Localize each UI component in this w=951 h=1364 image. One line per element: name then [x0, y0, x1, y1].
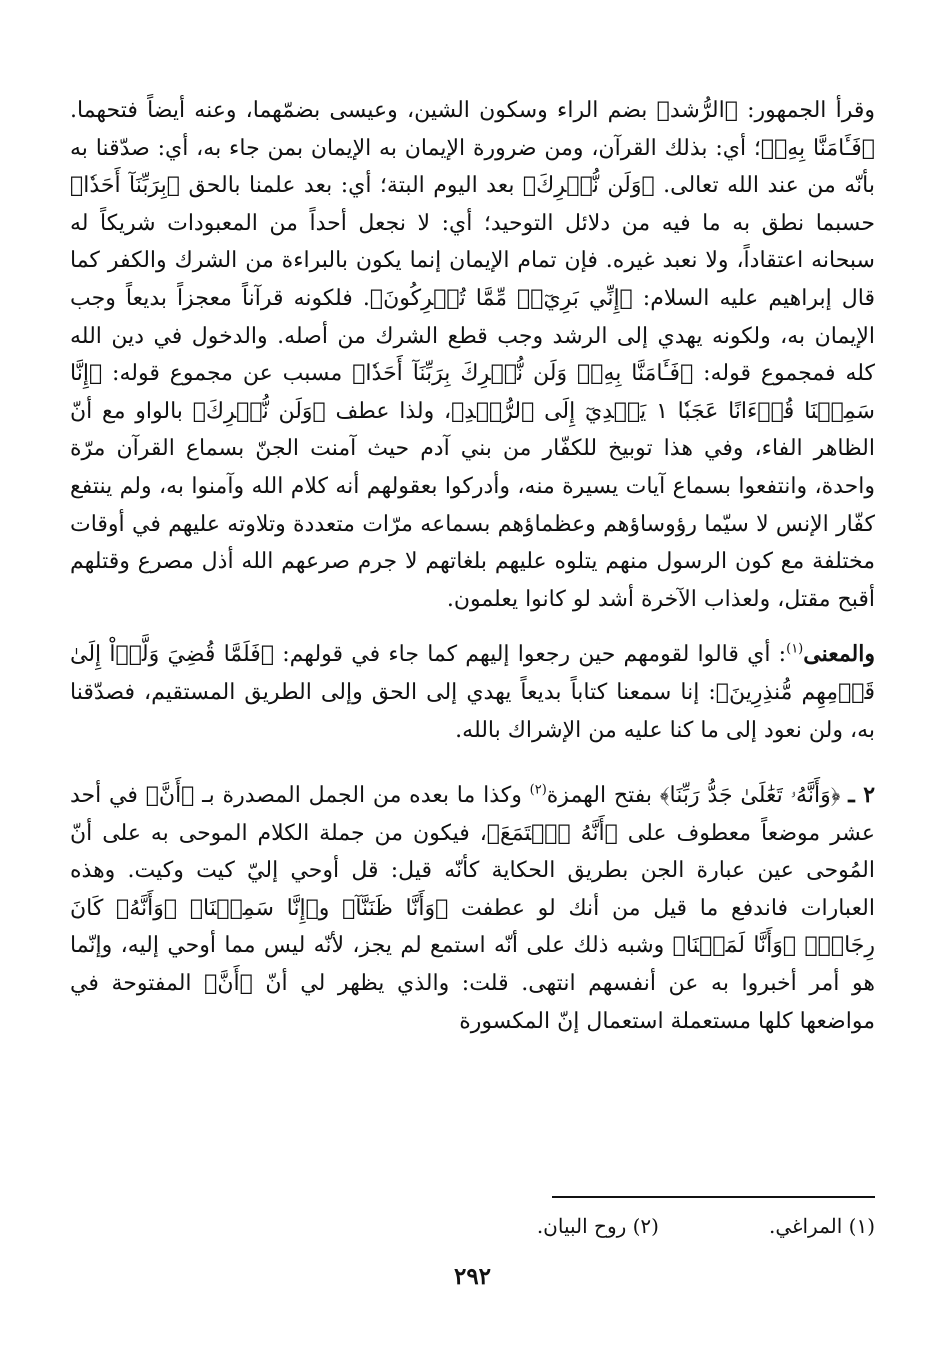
footnote-1: (١) المراغي.	[768, 1214, 875, 1238]
paragraph-2-lead: والمعنى	[803, 641, 875, 668]
paragraph-2	[70, 636, 875, 749]
footnote-divider	[552, 1196, 875, 1198]
footnote-ref-2: (٢)	[529, 782, 547, 798]
item-number-2: ٢ ـ	[848, 782, 876, 809]
paragraph-1: وقرأ الجمهور: ﴿الرُّشد﴾ بضم الراء وسكون الشين، وعيسى بضمّهما، وعنه أيضاً فتحهما. ﴿فَـَٔامَنَّا بِهِۦ﴾؛ أي: بذلك القرآن، ومن ضرورة الإيمان به الإيمان بمن جاء به، أي: صدّقنا به بأنّه من عند الله تعالى. ﴿وَلَن نُّشۡرِكَ﴾ بعد اليوم البتة؛ أي: بعد علمنا بالحق ﴿بِرَبِّنَآ أَحَدٗا﴾ حسبما نطق به ما فيه من دلائل التوحيد؛ أي: لا نجعل أحداً من المعبودات شريكاً له سبحانه اعتقاداً، ولا نعبد غيره. فإن تمام الإيمان إنما يكون بالبراءة من الشرك والكفر كما قال إبراهيم عليه السلام: ﴿إِنِّي بَرِيٓءٞ مِّمَّا تُشۡرِكُونَ﴾. فلكونه قرآناً معجزاً بديعاً وجب الإيمان به، ولكونه يهدي إلى الرشد وجب قطع الشرك من أصله. والدخول في دين الله كله فمجموع قوله: ﴿فَـَٔامَنَّا بِهِۦۖ وَلَن نُّشۡرِكَ بِرَبِّنَآ أَحَدٗا﴾ مسبب عن مجموع قوله: ﴿إِنَّا سَمِعۡنَا قُرۡءَانًا عَجَبٗا ١ يَهۡدِيٓ إِلَى ٱلرُّشۡدِ﴾، ولذا عطف ﴿وَلَن نُّشۡرِكَ﴾ بالواو مع أنّ الظاهر الفاء، وفي هذا توبيخ للكفّار من بني آدم حيث آمنت الجنّ بسماع القرآن مرّة واحدة، وانتفعوا بسماع آيات يسيرة منه، وأدركوا بعقولهم أنه كلام الله وآمنوا به، ولم ينتفع كفّار الإنس لا سيّما رؤوساؤهم وعظماؤهم بسماعه مرّات متعددة وتلاوته عليهم في أوقات مختلفة مع كون الرسول منهم يتلوه عليهم بلغاتهم لا جرم صرعهم الله أذل مصرع وقتلهم أقبح مقتل، ولعذاب الآخرة أشد لو كانوا يعلمون.	[70, 98, 875, 612]
footnote-2: (٢) روح البيان.	[536, 1214, 659, 1238]
paragraph-3-text-b: وكذا ما بعده من الجمل المصدرة بـ ﴿أَنَّ﴾ في أحد عشر موضعاً معطوف على ﴿أَنَّهُ ٱسۡتَمَعَ﴾، فيكون من جملة الكلام الموحى به على أنّ المُوحى عين عبارة الجن بطريق الحكاية كأنّه قيل: قل أوحي إليّ كيت وكيت. وهذه العبارات فاندفع ما قيل من أنك لو عطفت ﴿وَأَنَّا ظَنَنَّآ﴾ و﴿إِنَّا سَمِعۡنَا﴾ ﴿وَأَنَّهُۥ كَانَ رِجَالٞ﴾ ﴿وَأَنَّا لَمَسۡنَا﴾ وشبه ذلك على أنّه استمع لم يجز، لأنّه ليس مما أوحي إليه، وإنّما هو أمر أخبروا به عن أنفسهم انتهى. قلت: والذي يظهر لي أنّ ﴿أَنَّ﴾ المفتوحة في مواضعها كلها مستعملة استعمال إنّ المكسورة	[70, 783, 875, 1034]
paragraph-2-text: : أي قالوا لقومهم حين رجعوا إليهم كما جاء في قولهم: ﴿فَلَمَّا قُضِيَ وَلَّوۡاْ إِلَىٰ قَوۡمِهِم مُّنذِرِينَ﴾: إنا سمعنا كتاباً بديعاً يهدي إلى الحق وإلى الطريق المستقيم، فصدّقنا به، ولن نعود إلى ما كنا عليه من الإشراك بالله.	[70, 642, 875, 743]
page-body	[70, 92, 875, 1364]
paragraph-3-text-a: ﴿وَأَنَّهُۥ تَعَٰلَىٰ جَدُّ رَبِّنَا﴾ بفتح الهمزة	[546, 783, 841, 809]
footnotes	[537, 1212, 875, 1240]
page-number: ٢٩٢	[453, 1263, 492, 1290]
footnote-ref-1: (١)	[786, 641, 804, 657]
paragraph-3	[70, 777, 875, 1040]
